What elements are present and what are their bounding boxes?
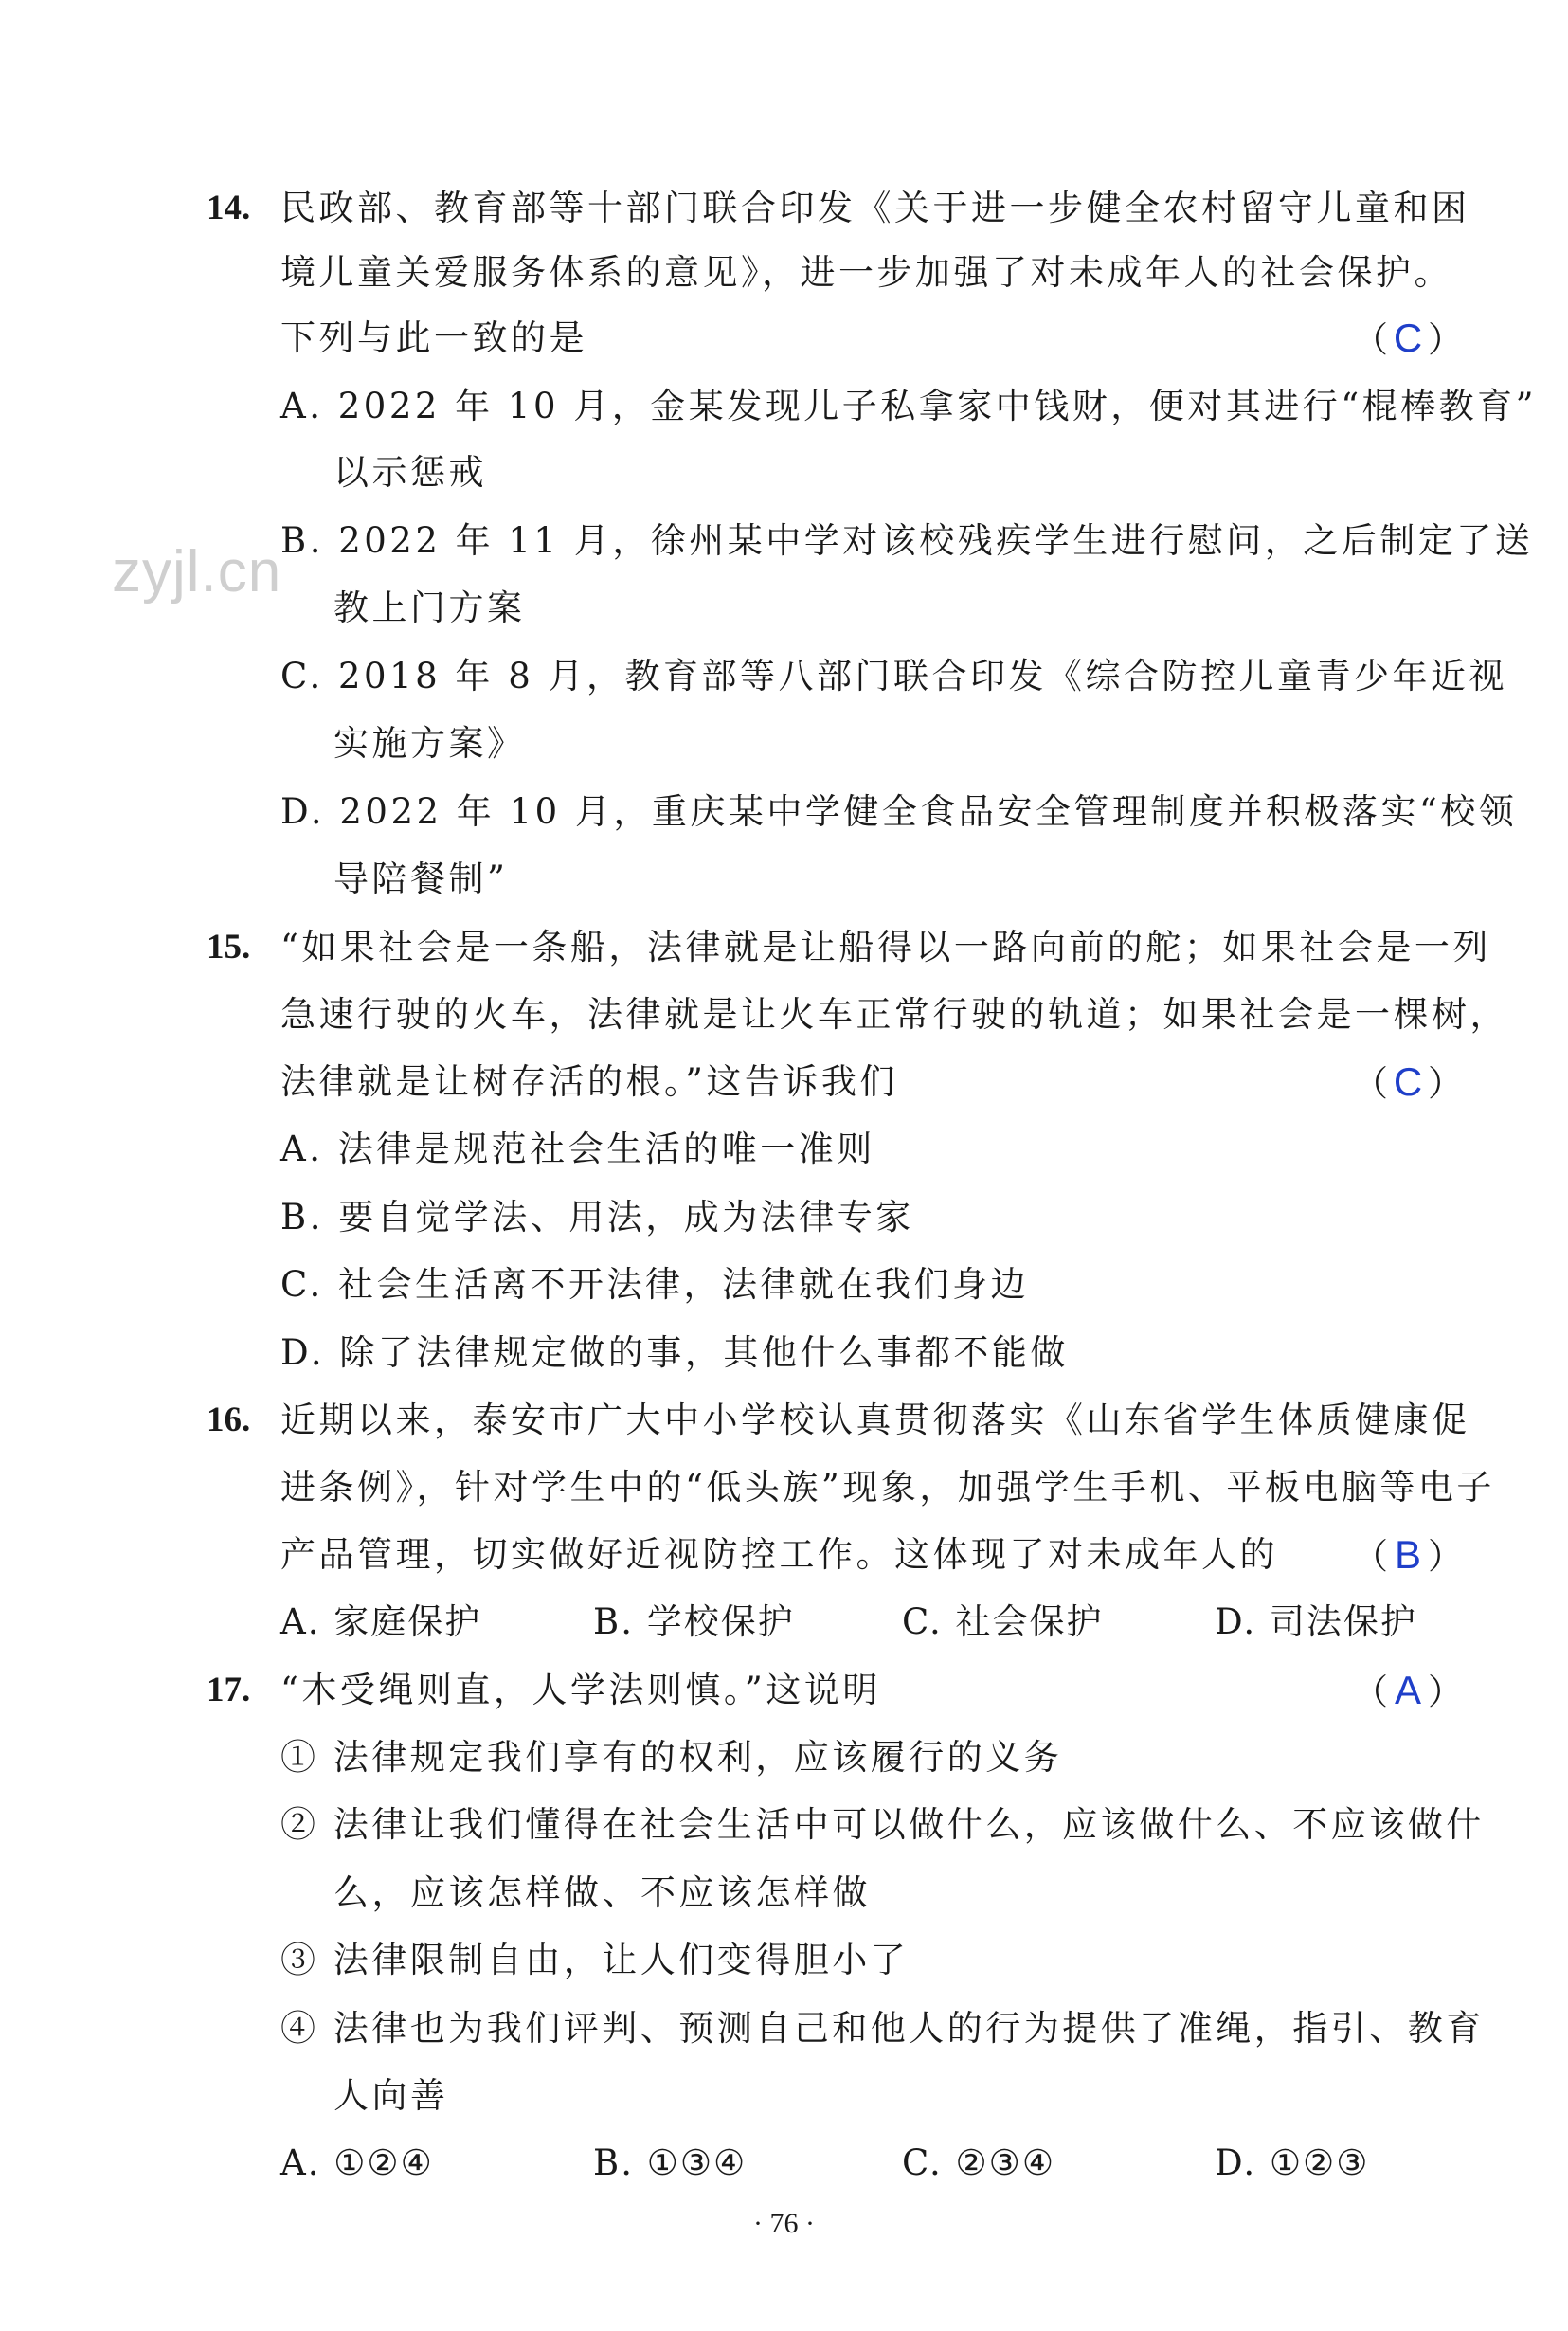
answer-letter: C — [1393, 1059, 1423, 1104]
answer-bracket: （ B ） — [1353, 1532, 1463, 1577]
option-b: B. 学校保护 — [593, 1601, 795, 1642]
statement-2: ② 法律让我们懂得在社会生活中可以做什么，应该做什么、不应该做什 — [280, 1804, 1485, 1845]
question-number: 16. — [207, 1400, 251, 1439]
answer-bracket: （ C ） — [1353, 316, 1463, 360]
question-text-line: 法律就是让树存活的根。”这告诉我们 — [280, 1061, 898, 1102]
question-number: 14. — [207, 189, 251, 227]
answer-letter: C — [1393, 316, 1423, 360]
answer-bracket: （ C ） — [1353, 1059, 1463, 1104]
option-c: C. 社会生活离不开法律，法律就在我们身边 — [280, 1264, 1030, 1305]
option-a-cont: 以示惩戒 — [333, 452, 487, 493]
answer-bracket: （ A ） — [1353, 1668, 1463, 1712]
question-text-line: 急速行驶的火车，法律就是让火车正常行驶的轨道；如果社会是一棵树， — [280, 994, 1508, 1035]
option-a: A. 2022 年 10 月，金某发现儿子私拿家中钱财，便对其进行“棍棒教育” — [280, 386, 1538, 426]
question-text-line: 下列与此一致的是 — [280, 317, 587, 358]
statement-4: ④ 法律也为我们评判、预测自己和他人的行为提供了准绳，指引、教育 — [280, 2008, 1485, 2049]
option-c: C. ②③④ — [902, 2142, 1056, 2183]
option-b-cont: 教上门方案 — [333, 587, 526, 628]
option-c-cont: 实施方案》 — [333, 723, 526, 764]
question-text-line: “木受绳则直，人学法则慎。”这说明 — [280, 1670, 881, 1710]
statement-4-cont: 人向善 — [333, 2075, 449, 2116]
option-d: D. ①②③ — [1215, 2142, 1370, 2183]
question-text-line: 产品管理，切实做好近视防控工作。这体现了对未成年人的 — [280, 1534, 1278, 1575]
question-number: 15. — [207, 928, 251, 967]
option-b: B. 2022 年 11 月，徐州某中学对该校残疾学生进行慰问，之后制定了送 — [280, 520, 1534, 561]
statement-1: ① 法律规定我们享有的权利，应该履行的义务 — [280, 1737, 1063, 1778]
question-number: 17. — [207, 1671, 251, 1709]
answer-letter: A — [1394, 1668, 1421, 1712]
question-text-line: 民政部、教育部等十部门联合印发《关于进一步健全农村留守儿童和困 — [280, 188, 1470, 228]
watermark: zyjl.cn — [112, 539, 282, 605]
question-text-line: 进条例》，针对学生中的“低头族”现象，加强学生手机、平板电脑等电子 — [280, 1467, 1495, 1508]
answer-letter: B — [1394, 1532, 1421, 1577]
statement-3: ③ 法律限制自由，让人们变得胆小了 — [280, 1940, 910, 1980]
option-d-cont: 导陪餐制” — [333, 858, 509, 899]
option-d: D. 司法保护 — [1215, 1601, 1417, 1642]
option-d: D. 除了法律规定做的事，其他什么事都不能做 — [280, 1332, 1069, 1373]
question-text-line: 近期以来，泰安市广大中小学校认真贯彻落实《山东省学生体质健康促 — [280, 1400, 1470, 1440]
option-a: A. ①②④ — [280, 2142, 434, 2183]
option-b: B. ①③④ — [593, 2142, 748, 2183]
page-number: · 76 · — [753, 2208, 815, 2239]
option-a: A. 法律是规范社会生活的唯一准则 — [280, 1129, 875, 1169]
option-c: C. 2018 年 8 月，教育部等八部门联合印发《综合防控儿童青少年近视 — [280, 656, 1507, 696]
statement-2-cont: 么，应该怎样做、不应该怎样做 — [333, 1872, 871, 1913]
option-d: D. 2022 年 10 月，重庆某中学健全食品安全管理制度并积极落实“校领 — [280, 791, 1518, 832]
question-text-line: 境儿童关爱服务体系的意见》，进一步加强了对未成年人的社会保护。 — [280, 252, 1452, 293]
option-a: A. 家庭保护 — [280, 1601, 482, 1642]
option-b: B. 要自觉学法、用法，成为法律专家 — [280, 1197, 914, 1238]
option-c: C. 社会保护 — [902, 1601, 1104, 1642]
question-text-line: “如果社会是一条船，法律就是让船得以一路向前的舵；如果社会是一列 — [280, 927, 1491, 967]
